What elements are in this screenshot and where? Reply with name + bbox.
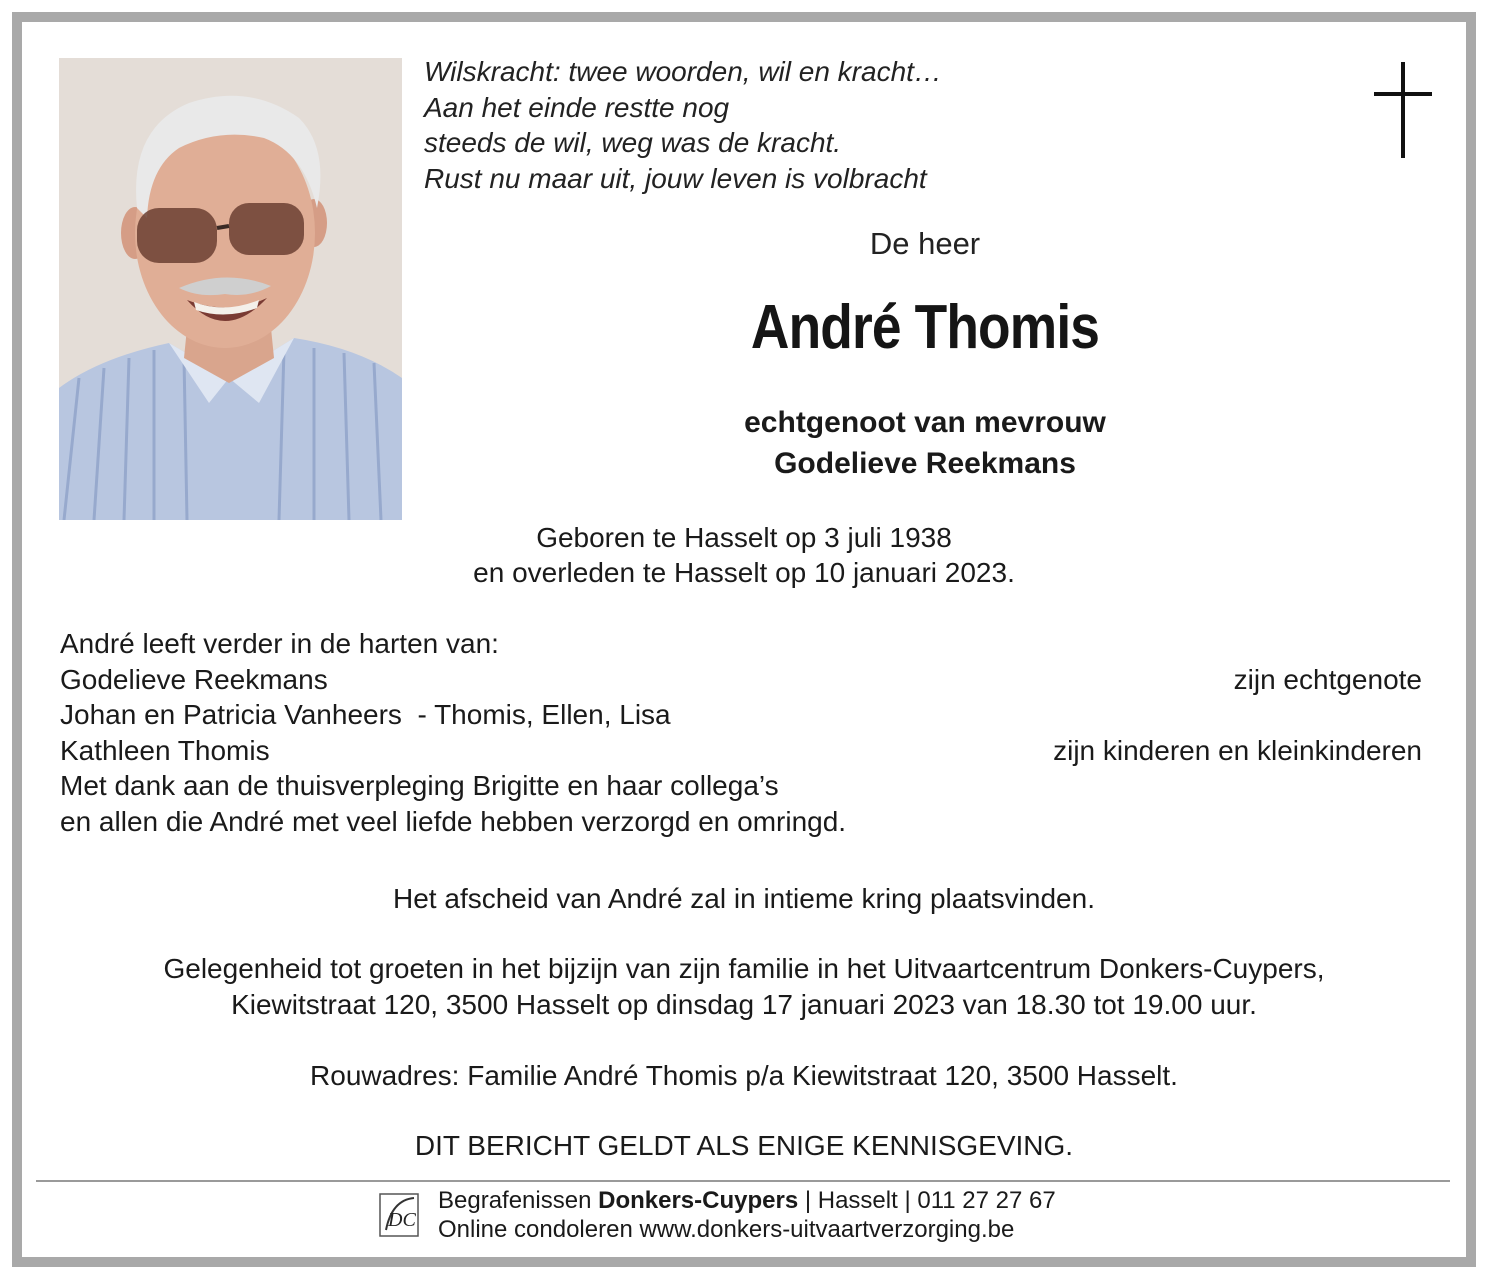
family-member: Kathleen Thomis	[60, 734, 270, 766]
poem-line: Rust nu maar uit, jouw leven is volbracht	[424, 162, 927, 194]
spouse-info	[400, 402, 1450, 484]
family-intro: André leeft verder in de harten van:	[60, 628, 499, 659]
footer-company: Donkers-Cuypers	[598, 1187, 799, 1214]
footer-prefix: Begrafenissen	[438, 1187, 599, 1214]
farewell-text: Het afscheid van André zal in intieme kring plaatsvinden.	[393, 883, 1095, 914]
family-member: Godelieve Reekmans	[60, 663, 328, 695]
thanks-line: en allen die André met veel liefde hebben verzorgd en omringd.	[60, 805, 847, 837]
family-row	[60, 662, 1422, 698]
deceased-name: André Thomis	[750, 293, 1100, 362]
family-relation: zijn kinderen en kleinkinderen	[1053, 734, 1422, 766]
poem-line: Aan het einde restte nog	[424, 91, 730, 123]
visitation-line-1: Gelegenheid tot groeten in het bijzijn van zijn familie in het Uitvaartcentrum Donkers-Cuypers,	[163, 953, 1325, 984]
portrait-photo	[59, 58, 402, 520]
birth-date: Geboren te Hasselt op 3 juli 1938	[536, 522, 952, 553]
family-list	[60, 626, 1422, 839]
life-dates	[0, 520, 1488, 590]
thanks-line: Met dank aan de thuisverpleging Brigitte en haar collega’s	[60, 770, 779, 801]
family-row	[60, 733, 1422, 769]
footer	[378, 1186, 1056, 1244]
footer-divider	[36, 1180, 1450, 1182]
poem	[424, 54, 942, 196]
funeral-logo-icon	[378, 1190, 422, 1240]
footer-contact: | Hasselt | 011 27 27 67	[798, 1187, 1056, 1214]
footer-line-1	[438, 1186, 1056, 1215]
footer-text	[438, 1186, 1056, 1244]
poem-line: Wilskracht: twee woorden, wil en kracht…	[424, 56, 942, 87]
footer-website[interactable]: Online condoleren www.donkers-uitvaartverzorging.be	[438, 1216, 1015, 1243]
death-date: en overleden te Hasselt op 10 januari 2023.	[473, 557, 1015, 588]
logo-text: DC	[388, 1209, 416, 1231]
poem-line: steeds de wil, weg was de kracht.	[424, 127, 842, 158]
family-row	[60, 697, 1422, 733]
cross-icon	[1374, 62, 1432, 158]
sole-notice: DIT BERICHT GELDT ALS ENIGE KENNISGEVING.	[414, 1130, 1074, 1161]
spouse-line-2: Godelieve Reekmans	[774, 447, 1076, 480]
family-member: Johan en Patricia Vanheers - Thomis, Ellen, Lisa	[60, 699, 671, 730]
mourning-address: Rouwadres: Familie André Thomis p/a Kiewitstraat 120, 3500 Hasselt.	[310, 1060, 1178, 1091]
family-relation: zijn echtgenote	[1233, 663, 1422, 695]
spouse-line-1: echtgenoot van mevrouw	[744, 406, 1106, 439]
honorific: De heer	[869, 226, 981, 261]
visitation-info	[0, 951, 1488, 1022]
visitation-line-2: Kiewitstraat 120, 3500 Hasselt op dinsdag 17 januari 2023 van 18.30 tot 19.00 uur.	[231, 988, 1257, 1020]
